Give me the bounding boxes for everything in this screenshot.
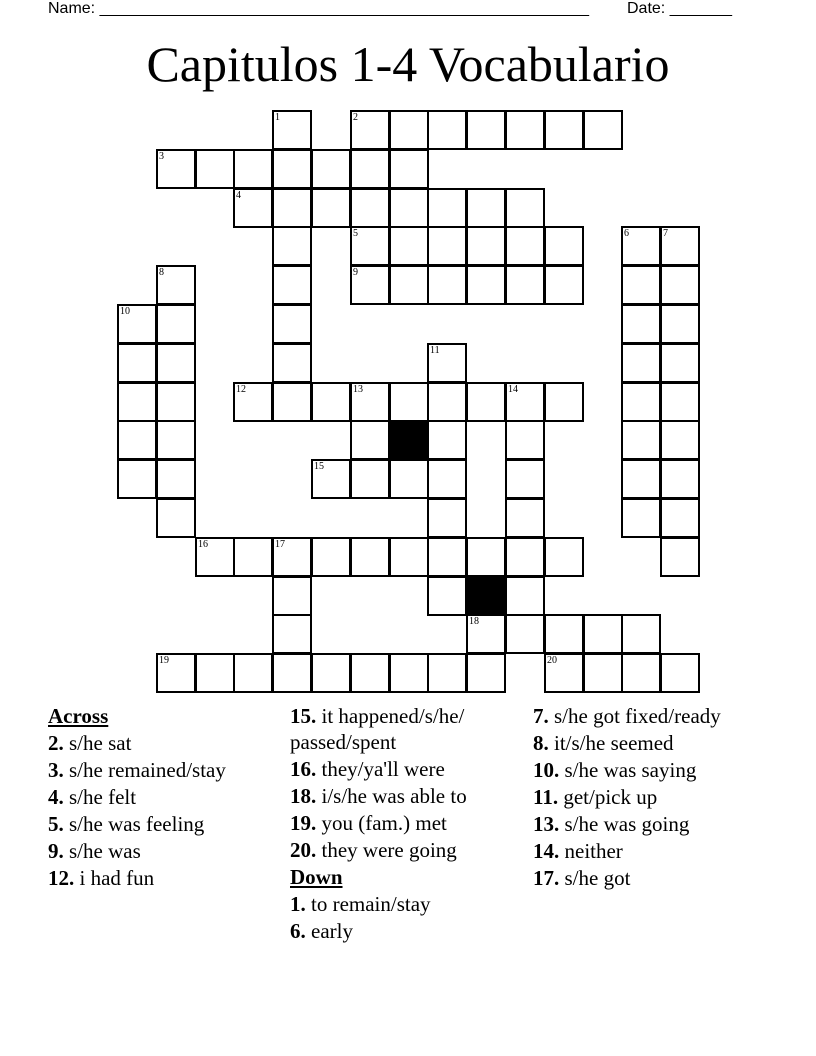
- clue-number: 9: [353, 267, 358, 278]
- clue-item-number: 20.: [290, 838, 317, 862]
- crossword-cell[interactable]: [389, 188, 429, 228]
- crossword-cell[interactable]: [660, 498, 700, 538]
- clue-item: [533, 784, 758, 810]
- crossword-cell[interactable]: [544, 382, 584, 422]
- crossword-cell[interactable]: [621, 304, 661, 344]
- crossword-cell[interactable]: [311, 149, 351, 189]
- down-heading: Down: [290, 865, 343, 889]
- clue-item-text: s/he was saying: [564, 758, 697, 782]
- crossword-cell[interactable]: [389, 149, 429, 189]
- clue-item: [533, 838, 758, 864]
- clue-item-text: s/he remained/stay: [69, 758, 226, 782]
- clue-number: 10: [120, 306, 130, 317]
- crossword-cell[interactable]: [117, 382, 157, 422]
- crossword-cell[interactable]: [505, 110, 545, 150]
- crossword-cell[interactable]: [505, 614, 545, 654]
- crossword-cell[interactable]: [583, 110, 623, 150]
- crossword-cell[interactable]: [427, 110, 467, 150]
- crossword-cell[interactable]: [311, 188, 351, 228]
- clue-item-text: neither: [564, 839, 623, 863]
- crossword-cell[interactable]: [427, 420, 467, 460]
- clue-item-number: 13.: [533, 812, 560, 836]
- crossword-cell[interactable]: [660, 382, 700, 422]
- crossword-cell[interactable]: [427, 498, 467, 538]
- crossword-cell[interactable]: [621, 420, 661, 460]
- crossword-cell[interactable]: [660, 343, 700, 383]
- crossword-cell[interactable]: [272, 653, 312, 693]
- crossword-cell[interactable]: [505, 188, 545, 228]
- clue-number: 2: [353, 112, 358, 123]
- crossword-cell[interactable]: [350, 420, 390, 460]
- clue-item: [48, 784, 273, 810]
- crossword-cell[interactable]: [505, 382, 545, 422]
- clue-item: [290, 891, 515, 917]
- crossword-cell[interactable]: [156, 265, 196, 305]
- crossword-cell[interactable]: [660, 420, 700, 460]
- crossword-cell[interactable]: [427, 226, 467, 266]
- crossword-cell[interactable]: [350, 537, 390, 577]
- crossword-cell[interactable]: [272, 110, 312, 150]
- clue-item: [290, 918, 515, 944]
- crossword-cell[interactable]: [660, 304, 700, 344]
- crossword-cell[interactable]: [505, 420, 545, 460]
- crossword-cell[interactable]: [389, 653, 429, 693]
- clue-item-text: they/ya'll were: [321, 757, 445, 781]
- clue-item: [290, 703, 515, 755]
- clue-item-number: 16.: [290, 757, 317, 781]
- crossword-cell[interactable]: [233, 653, 273, 693]
- crossword-cell[interactable]: [350, 110, 390, 150]
- crossword-cell[interactable]: [621, 498, 661, 538]
- clue-item: [48, 811, 273, 837]
- clue-number: 13: [353, 384, 363, 395]
- crossword-cell[interactable]: [272, 343, 312, 383]
- clue-item-number: 12.: [48, 866, 75, 890]
- crossword-cell[interactable]: [621, 265, 661, 305]
- crossword-cell[interactable]: [660, 226, 700, 266]
- crossword-cell[interactable]: [156, 420, 196, 460]
- crossword-cell[interactable]: [660, 653, 700, 693]
- clue-item: [48, 865, 273, 891]
- clue-item: [290, 783, 515, 809]
- crossword-cell[interactable]: [350, 459, 390, 499]
- crossword-cell[interactable]: [389, 382, 429, 422]
- clue-number: 14: [508, 384, 518, 395]
- crossword-cell[interactable]: [427, 537, 467, 577]
- clue-item-text: early: [311, 919, 353, 943]
- crossword-cell[interactable]: [233, 149, 273, 189]
- clue-item: [533, 703, 758, 729]
- crossword-cell[interactable]: [621, 653, 661, 693]
- crossword-cell[interactable]: [272, 149, 312, 189]
- clue-item-text: it/s/he seemed: [554, 731, 674, 755]
- crossword-cell[interactable]: [505, 265, 545, 305]
- crossword-cell[interactable]: [660, 537, 700, 577]
- crossword-cell[interactable]: [156, 459, 196, 499]
- crossword-cell[interactable]: [427, 576, 467, 616]
- clue-item-number: 6.: [290, 919, 306, 943]
- clue-item: [48, 757, 273, 783]
- crossword-cell[interactable]: [544, 110, 584, 150]
- crossword-cell[interactable]: [272, 576, 312, 616]
- crossword-cell[interactable]: [350, 382, 390, 422]
- clue-item-text: i/s/he was able to: [321, 784, 467, 808]
- crossword-cell[interactable]: [389, 226, 429, 266]
- crossword-cell[interactable]: [311, 537, 351, 577]
- clue-number: 16: [198, 539, 208, 550]
- crossword-cell[interactable]: [195, 653, 235, 693]
- crossword-cell[interactable]: [505, 498, 545, 538]
- crossword-cell[interactable]: [544, 226, 584, 266]
- clue-item: [533, 730, 758, 756]
- clue-item-text: s/he felt: [69, 785, 137, 809]
- crossword-cell[interactable]: [272, 188, 312, 228]
- crossword-cell[interactable]: [272, 226, 312, 266]
- crossword-cell[interactable]: [466, 110, 506, 150]
- clue-item-number: 10.: [533, 758, 560, 782]
- crossword-cell[interactable]: [233, 382, 273, 422]
- crossword-cell[interactable]: [505, 226, 545, 266]
- clue-item-text: s/he was: [69, 839, 141, 863]
- crossword-cell[interactable]: [621, 459, 661, 499]
- clue-item-text: s/he got fixed/ready: [554, 704, 721, 728]
- crossword-cell[interactable]: [311, 459, 351, 499]
- clue-number: 18: [469, 616, 479, 627]
- across-heading: Across: [48, 704, 109, 728]
- crossword-cell[interactable]: [466, 382, 506, 422]
- clue-number: 1: [275, 112, 280, 123]
- clue-item: [48, 838, 273, 864]
- crossword-cell[interactable]: [466, 614, 506, 654]
- crossword-cell[interactable]: [505, 537, 545, 577]
- clue-item: [533, 811, 758, 837]
- crossword-cell[interactable]: [583, 653, 623, 693]
- crossword-cell[interactable]: [272, 265, 312, 305]
- clue-number: 15: [314, 461, 324, 472]
- clue-item-number: 11.: [533, 785, 559, 809]
- crossword-cell[interactable]: [427, 459, 467, 499]
- clue-number: 20: [547, 655, 557, 666]
- clue-number: 8: [159, 267, 164, 278]
- clue-item-text: s/he sat: [69, 731, 132, 755]
- crossword-cell[interactable]: [466, 653, 506, 693]
- crossword-cell[interactable]: [195, 537, 235, 577]
- crossword-cell[interactable]: [156, 382, 196, 422]
- crossword-cell[interactable]: [466, 188, 506, 228]
- crossword-cell[interactable]: [621, 614, 661, 654]
- clue-item-text: s/he got: [564, 866, 631, 890]
- clue-item: [290, 756, 515, 782]
- clue-item: [533, 757, 758, 783]
- crossword-cell[interactable]: [311, 382, 351, 422]
- clue-item-number: 19.: [290, 811, 317, 835]
- crossword-cell[interactable]: [156, 343, 196, 383]
- crossword-cell[interactable]: [427, 343, 467, 383]
- crossword-cell[interactable]: [466, 265, 506, 305]
- crossword-cell[interactable]: [117, 304, 157, 344]
- crossword-cell[interactable]: [505, 576, 545, 616]
- clues-column-3: [533, 703, 758, 892]
- clue-item-number: 5.: [48, 812, 64, 836]
- page-title: Capitulos 1-4 Vocabulario: [146, 36, 670, 92]
- clue-item: [290, 837, 515, 863]
- clue-number: 19: [159, 655, 169, 666]
- clue-item-number: 3.: [48, 758, 64, 782]
- clue-item-text: s/he was feeling: [69, 812, 205, 836]
- crossword-cell[interactable]: [389, 110, 429, 150]
- crossword-cell[interactable]: [660, 459, 700, 499]
- crossword-cell[interactable]: [117, 420, 157, 460]
- crossword-cell[interactable]: [156, 498, 196, 538]
- crossword-cell[interactable]: [621, 226, 661, 266]
- crossword-cell[interactable]: [156, 149, 196, 189]
- clue-item-text: s/he was going: [564, 812, 690, 836]
- clue-item-number: 8.: [533, 731, 549, 755]
- clue-item-number: 4.: [48, 785, 64, 809]
- crossword-cell[interactable]: [544, 537, 584, 577]
- clue-number: 3: [159, 151, 164, 162]
- clue-item-number: 18.: [290, 784, 317, 808]
- crossword-cell[interactable]: [660, 265, 700, 305]
- crossword-cell[interactable]: [505, 459, 545, 499]
- clues-column-1: [48, 703, 273, 892]
- crossword-cell[interactable]: [427, 265, 467, 305]
- crossword-cell[interactable]: [350, 149, 390, 189]
- crossword-cell[interactable]: [195, 149, 235, 189]
- crossword-cell[interactable]: [311, 653, 351, 693]
- clue-item-number: 9.: [48, 839, 64, 863]
- crossword-cell[interactable]: [272, 304, 312, 344]
- clue-item-number: 1.: [290, 892, 306, 916]
- crossword-cell[interactable]: [117, 459, 157, 499]
- crossword-cell[interactable]: [156, 304, 196, 344]
- clue-number: 11: [430, 345, 440, 356]
- crossword-cell[interactable]: [389, 265, 429, 305]
- crossword-cell[interactable]: [350, 653, 390, 693]
- clue-item-text: they were going: [321, 838, 457, 862]
- clue-item-number: 2.: [48, 731, 64, 755]
- crossword-cell[interactable]: [233, 537, 273, 577]
- clue-number: 6: [624, 228, 629, 239]
- crossword-cell[interactable]: [621, 343, 661, 383]
- crossword-cell[interactable]: [621, 382, 661, 422]
- crossword-cell[interactable]: [583, 614, 623, 654]
- clue-number: 17: [275, 539, 285, 550]
- crossword-cell[interactable]: [389, 537, 429, 577]
- crossword-cell[interactable]: [272, 537, 312, 577]
- clue-item-number: 7.: [533, 704, 549, 728]
- clue-item-text: it happened/s/he/ passed/spent: [290, 704, 465, 754]
- crossword-cell[interactable]: [117, 343, 157, 383]
- crossword-cell[interactable]: [544, 265, 584, 305]
- clue-item: [533, 865, 758, 891]
- name-field-label: Name: _______________________________________________________: [48, 0, 589, 17]
- crossword-cell[interactable]: [272, 382, 312, 422]
- crossword-cell[interactable]: [350, 226, 390, 266]
- crossword-cell[interactable]: [272, 614, 312, 654]
- black-square: [466, 576, 506, 616]
- clue-item-text: i had fun: [79, 866, 155, 890]
- clue-item-text: you (fam.) met: [321, 811, 447, 835]
- crossword-cell[interactable]: [427, 382, 467, 422]
- clue-item-text: to remain/stay: [311, 892, 431, 916]
- crossword-cell[interactable]: [156, 653, 196, 693]
- crossword-cell[interactable]: [350, 265, 390, 305]
- crossword-cell[interactable]: [544, 614, 584, 654]
- crossword-cell[interactable]: [350, 188, 390, 228]
- clue-number: 7: [663, 228, 668, 239]
- clue-number: 5: [353, 228, 358, 239]
- black-square: [389, 420, 429, 460]
- clues-column-2: [290, 703, 515, 945]
- crossword-cell[interactable]: [233, 188, 273, 228]
- clue-item-text: get/pick up: [563, 785, 658, 809]
- crossword-cell[interactable]: [427, 653, 467, 693]
- date-field-label: Date: _______: [627, 0, 732, 17]
- clue-item: [48, 730, 273, 756]
- clue-item: [290, 810, 515, 836]
- crossword-cell[interactable]: [466, 226, 506, 266]
- clue-number: 12: [236, 384, 246, 395]
- crossword-cell[interactable]: [544, 653, 584, 693]
- clue-item-number: 15.: [290, 704, 317, 728]
- clue-item-number: 14.: [533, 839, 560, 863]
- crossword-cell[interactable]: [466, 537, 506, 577]
- clue-item-number: 17.: [533, 866, 560, 890]
- clue-number: 4: [236, 190, 241, 201]
- crossword-cell[interactable]: [389, 459, 429, 499]
- crossword-cell[interactable]: [427, 188, 467, 228]
